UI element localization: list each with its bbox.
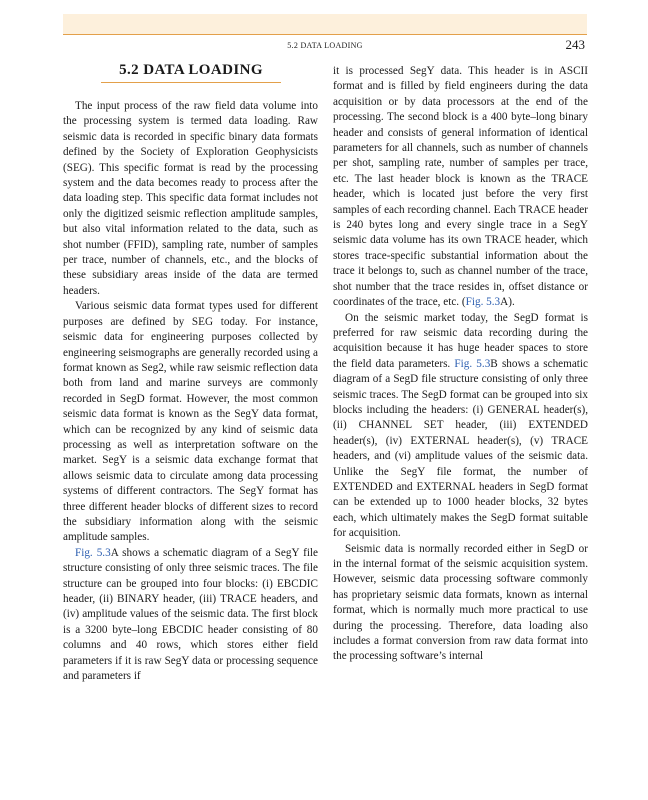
- figure-link-5-3a[interactable]: Fig. 5.3: [75, 546, 111, 559]
- section-title: 5.2 DATA LOADING: [101, 62, 281, 83]
- paragraph-segd-format-text: On the seismic market today, the SegD format is preferred for raw seismic data recording during the acquisition because it has huge header spaces to store the field data parameters.: [333, 311, 588, 370]
- paragraph-segy-headers: [333, 64, 588, 311]
- paragraph-data-loading-intro: The input process of the raw field data volume into the processing system is termed data loading. Raw seismic data is recorded in specific binary data formats defined by the Society of Exploration Geophysicists (SEG). This specific format is read by the processing system and the data becomes ready to process after the data loading step. This specific data format includes not only the digitized seismic reflection amplitude samples, but also vital information related to the data, such as shot number (FFID), sampling rate, number of samples per trace, number of channels, etc., and the blocks of these subsidiary areas inside of the data are termed headers.: [63, 100, 318, 297]
- paragraph-segy-structure: [63, 546, 318, 685]
- top-decorative-band: [63, 14, 587, 34]
- paragraph-segd-format: [333, 311, 588, 542]
- paragraph-seismic-formats: Various seismic data format types used for different purposes are defined by SEG today. For instance, seismic data for engineering purposes collected by engineering seismographs are generally recorded using a format known as Seg2, while raw seismic reflection data both from land and marine surveys are commonly recorded in SegD format. However, the most common seismic data format is known as the SegY data format, which can be recognized by any kind of seismic data processing as well as interpretation software on the market. SegY is a seismic data exchange format that allows seismic data to circulate among data processing systems of different contractors. The SegY format has three different header blocks of different sizes to record the subsidiary information along with the seismic amplitude samples.: [63, 300, 318, 544]
- figure-link-5-3a-inline[interactable]: Fig. 5.3: [465, 296, 501, 309]
- paragraph-segd-format-rest: B shows a schematic diagram of a SegD file structure consisting of only three seismic traces. The SegD format can be grouped into six blocks including the headers: (i) GENERAL header(s), (ii) CHANNEL SET header, (iii) EXTENDED header(s), (iv) EXTERNAL header(s), (v) TRACE headers, and (vi) amplitude values of the seismic data. Unlike the SegY file format, the number of EXTENDED and EXTERNAL headers in SegD format can be extended up to 1000 header blocks, 32 bytes each, which ultimately makes the SegD format suitable for acquisition.: [333, 357, 588, 540]
- paragraph-segy-structure-text: A shows a schematic diagram of a SegY file structure consisting of only three seismic traces. The file structure can be grouped into four blocks: (i) EBCDIC header, (ii) BINARY header, (iii) TRACE headers, and (iv) amplitude values of the seismic data. The first block is a 3200 byte–long EBCDIC header consisting of 80 columns and 40 rows, which stores either field parameters if it is raw SegY data or processing sequence and parameters if: [63, 546, 318, 683]
- paragraph-internal-format: Seismic data is normally recorded either in SegD or in the internal format of the seismic acquisition system. However, seismic data processing software commonly has proprietary seismic data formats, known as internal format, which is normally much more practical to use during the processing. Therefore, data loading also includes a format conversion from raw data format into the processing software’s internal: [333, 542, 588, 663]
- left-column: [63, 62, 318, 684]
- figure-link-5-3b[interactable]: Fig. 5.3: [454, 357, 491, 370]
- running-head: 5.2 DATA LOADING: [287, 41, 363, 50]
- paragraph-segy-headers-text: it is processed SegY data. This header is in ASCII format and is filled by field engineers during the data acquisition or by data processors at the end of the processing. The second block is a 400 byte–long binary header and consists of general information of identical parameters for all channels, such as number of channels per shot, sampling rate, number of samples per trace, etc. The last header block is known as the TRACE header, which is located just before the very first samples of each recording channel. Each TRACE header is 240 bytes long and every single trace in a SegY seismic data volume has its own TRACE header, which stores trace-specific substantial information about the trace it belongs to, such as channel number of the trace, shot number that the trace resides in, offset distance or coordinates of the trace, etc. (: [333, 65, 588, 309]
- paragraph-segy-headers-end: A).: [500, 296, 515, 309]
- page-header: [63, 34, 587, 53]
- right-column: [333, 64, 588, 665]
- page-number: 243: [565, 37, 585, 52]
